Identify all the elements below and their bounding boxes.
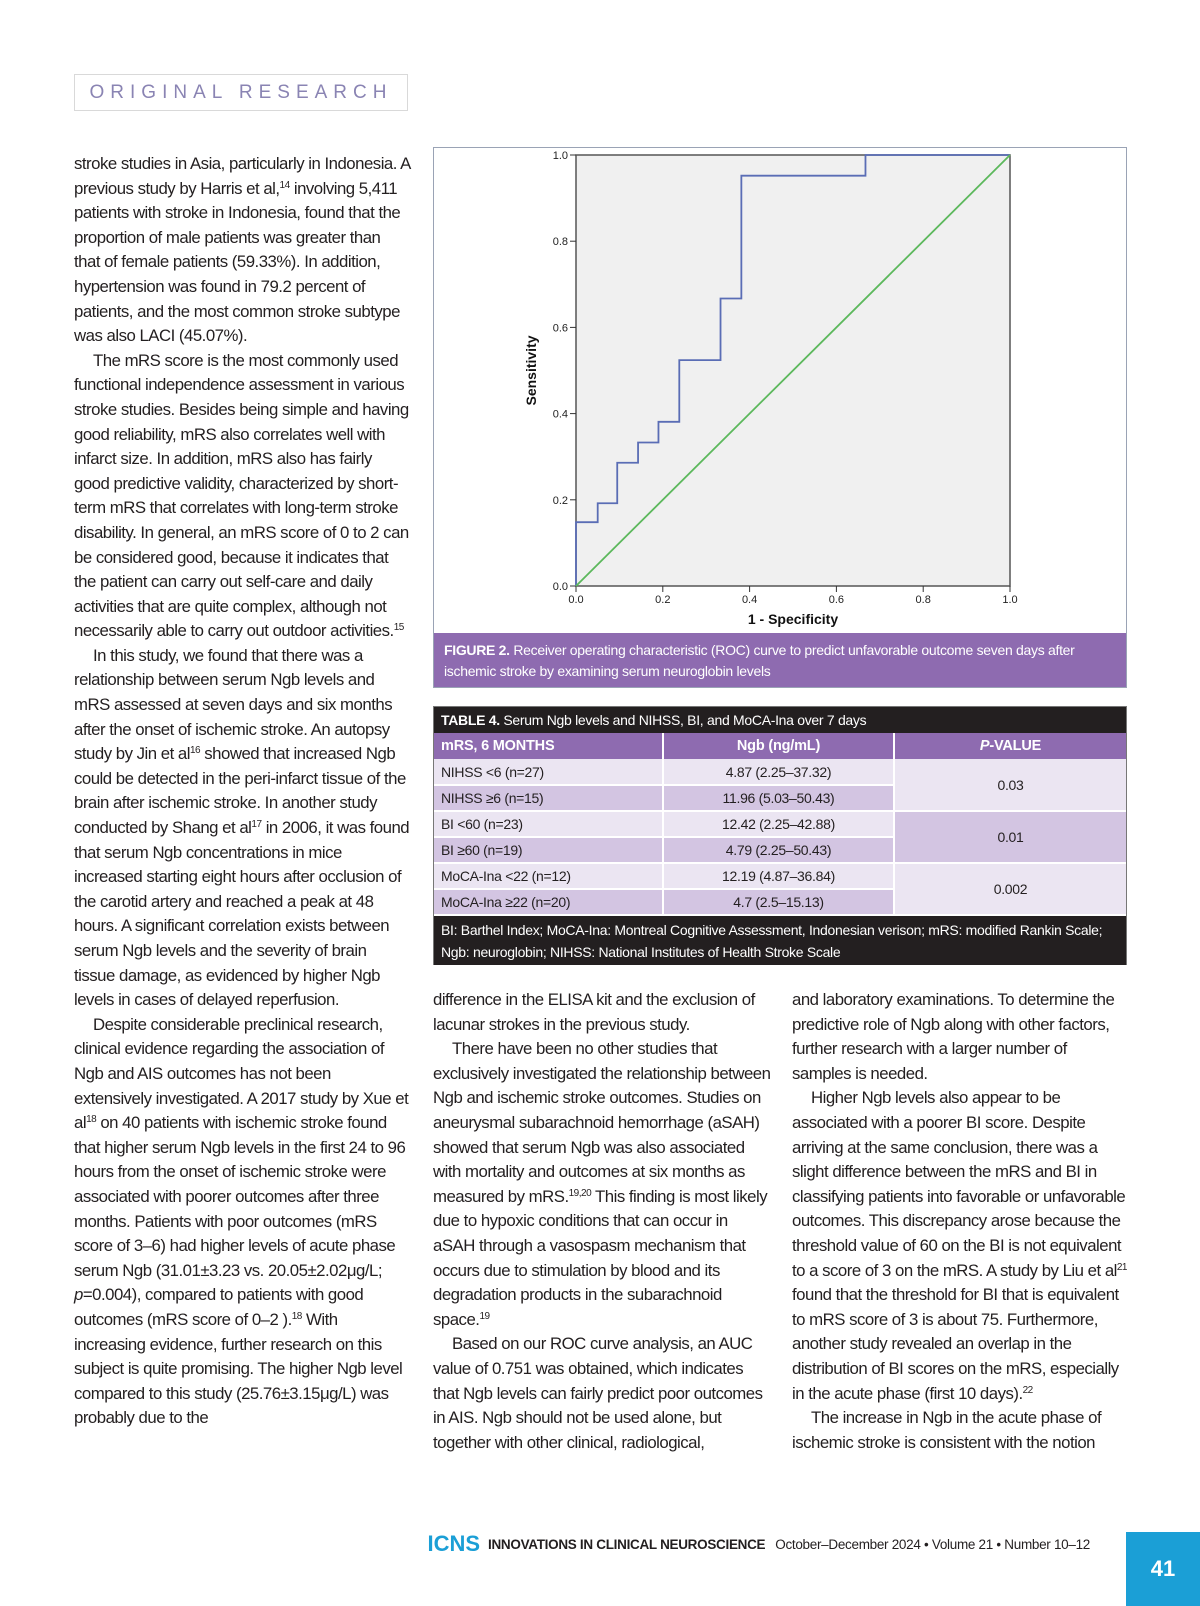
paragraph: The mRS score is the most commonly used functional independence assessment in various stroke studies. Besides being simple and having good reliability, mRS also correlates well with infarct size. In addition, mRS also has fairly good predictive validity, characterized by short-term mRS that correlates with long-term stroke disability. In general, an mRS score of 0 to 2 can be considered good, because it indicates that the patient can carry out self-care and daily activities that are quite complex, although not necessarily able to carry out outdoor activities.$^{15}$ (74, 350, 409, 641)
issue-info: October–December 2024 • Volume 21 • Number 10–12 (775, 1536, 1090, 1552)
citation: 15 (393, 622, 404, 634)
paragraph: In this study, we found that there was a relationship between serum Ngb levels and mRS assessed at seven days and six months after the onset of ischemic stroke. An autopsy study by Jin et $al^{16}$ showed that increased Ngb could be detected in the peri-infarct tissue of the brain after ischemic stroke. In another study conducted by Shang et $al^{17}$ in 2006, it was found that serum Ngb concentrations in mice increased starting eight hours after occlusion of the carotid artery and reached a peak at 48 hours. A significant correlation exists between serum Ngb levels and the severity of brain tissue damage, as evidenced by higher Ngb levels in cases of delayed reperfusion. (74, 645, 410, 1010)
y-tick-label: 0.6 (552, 322, 568, 335)
y-tick-label: 0.2 (552, 494, 568, 507)
paragraph: There have been no other studies that exclusively investigated the relationship between Ngb and ischemic stroke outcomes. Studies on aneurysmal subarachnoid hemorrhage (aSAH) showed that serum Ngb was also associated with mortality and outcomes at six months as measured by mRS.$^{19,20}$ This finding is most likely due to hypoxic conditions that can occur in aSAH through a vasospasm mechanism that occurs due to stimulation by blood and its degradation products in the subarachnoid space.$^{19}$ (433, 1039, 771, 1329)
y-tick-label: 1.0 (552, 150, 568, 162)
citation: 21 (1116, 1261, 1127, 1273)
y-tick-label: 0.8 (552, 236, 568, 249)
page-number: 41 (1126, 1532, 1200, 1606)
journal-logo: ICNS (427, 1531, 481, 1556)
paragraph: Based on our ROC curve analysis, an AUC value of 0.751 was obtained, which indicates that Ngb levels can fairly predict poor outcomes in AIS. Ngb should not be used alone, but together with other clinical, radiological, (433, 1334, 763, 1452)
paragraph: The increase in Ngb in the acute phase of ischemic stroke is consistent with the notion (792, 1408, 1102, 1452)
column-header: P-VALUE (894, 733, 1126, 759)
citation: 18 (86, 1114, 97, 1126)
roc-chart (434, 148, 1126, 633)
x-tick-label: 0.6 (828, 594, 845, 606)
table-row: NIHSS ≥6 (n=15) 11.96 (5.03–50.43) (434, 785, 1126, 811)
x-axis-label: 1 - Specificity (747, 611, 839, 627)
x-tick-label: 0.8 (915, 594, 931, 606)
citation: 19 (479, 1310, 490, 1322)
paragraph: Higher Ngb levels also appear to be associated with a poorer BI score. Despite arriving at the same conclusion, there was a slight difference between the mRS and BI in classifying patients into favorable or unfavorable outcomes. This discrepancy arose because the threshold value of 60 on the BI is not equivalent to a score of 3 on the mRS. A study by Liu et $al^{21}$ found that the threshold for BI that is equivalent to mRS score of 3 is about 75. Furthermore, another study revealed an overlap in the distribution of BI scores on the mRS, especially in the acute phase (first 10 days).$^{22}$ (792, 1088, 1127, 1403)
x-tick-label: 0.4 (741, 594, 758, 606)
p-value: 0.002 (894, 863, 1126, 915)
citation: 19,20 (568, 1187, 592, 1199)
citation: 18 (291, 1310, 302, 1322)
left-column (74, 152, 410, 1431)
paragraph: Despite considerable preclinical research, clinical evidence regarding the association of Ngb and AIS outcomes has not been extensively investigated. A 2017 study by Xue et $al^{18}$ on 40 patients with ischemic stroke found that higher serum Ngb levels in the first 24 to 96 hours from the onset of ischemic stroke were associated with poorer outcomes after three months. Patients with poor outcomes (mRS score of 3–6) had higher levels of acute phase serum Ngb (31.01±3.23 vs. 20.05±2.02μg/L; p=0.004), compared to patients with good outcomes (mRS score of 0–2 ).$^{18}$ With increasing evidence, further research on this subject is quite promising. The higher Ngb level compared to this study (25.76±3.15μg/L) was probably due to the (74, 1014, 409, 1428)
table-row: NIHSS <6 (n=27) 4.87 (2.25–37.32) 0.03 (434, 759, 1126, 785)
column-header: mRS, 6 MONTHS (434, 733, 663, 759)
citation: 22 (1022, 1384, 1033, 1396)
y-tick-label: 0.4 (552, 408, 568, 421)
x-tick-label: 0.2 (655, 594, 671, 606)
citation: 14 (279, 179, 290, 191)
y-axis-label: Sensitivity (523, 335, 539, 406)
section-label: ORIGINAL RESEARCH (74, 74, 408, 111)
citation: 16 (190, 745, 201, 757)
p-value: 0.03 (894, 759, 1126, 811)
paragraph: difference in the ELISA kit and the exclusion of lacunar strokes in the previous study. (433, 990, 755, 1034)
table-title: TABLE 4. Serum Ngb levels and NIHSS, BI, and MoCA-Ina over 7 days (434, 707, 1126, 733)
x-tick-label: 0.0 (568, 594, 584, 606)
right-column (792, 988, 1128, 1455)
journal-name: INNOVATIONS IN CLINICAL NEUROSCIENCE (488, 1536, 766, 1552)
p-value: 0.01 (894, 811, 1126, 863)
table-row: MoCA-Ina <22 (n=12) 12.19 (4.87–36.84) 0.002 (434, 863, 1126, 889)
figure-caption: FIGURE 2. Receiver operating characteristic (ROC) curve to predict unfavorable outcome seven days after ischemic stroke by examining serum neuroglobin levels (434, 633, 1126, 687)
figure-roc (433, 147, 1127, 688)
table-footnote: BI: Barthel Index; MoCA-Ina: Montreal Cognitive Assessment, Indonesian verison; mRS: modified Rankin Scale; Ngb: neuroglobin; NIHSS: National Institutes of Health Stroke Scale (434, 916, 1126, 965)
y-tick-label: 0.0 (552, 581, 568, 593)
paragraph: stroke studies in Asia, particularly in Indonesia. A previous study by Harris et al,$^{14}$ involving 5,411 patients with stroke in Indonesia, found that the proportion of male patients was greater than that of female patients (59.33%). In addition, hypertension was found in 79.2 percent of patients, and the most common stroke subtype was also LACI (45.07%). (74, 154, 410, 346)
table-row: MoCA-Ina ≥22 (n=20) 4.7 (2.5–15.13) (434, 889, 1126, 915)
column-header: Ngb (ng/mL) (663, 733, 894, 759)
middle-column (433, 988, 773, 1455)
x-tick-label: 1.0 (1002, 594, 1018, 606)
paragraph: and laboratory examinations. To determine the predictive role of Ngb along with other factors, further research with a larger number of samples is needed. (792, 990, 1115, 1083)
table-4 (433, 706, 1127, 965)
table-row: BI ≥60 (n=19) 4.79 (2.25–50.43) (434, 837, 1126, 863)
table-row: BI <60 (n=23) 12.42 (2.25–42.88) 0.01 (434, 811, 1126, 837)
page-footer (0, 1526, 1200, 1606)
citation: 17 (251, 819, 262, 831)
